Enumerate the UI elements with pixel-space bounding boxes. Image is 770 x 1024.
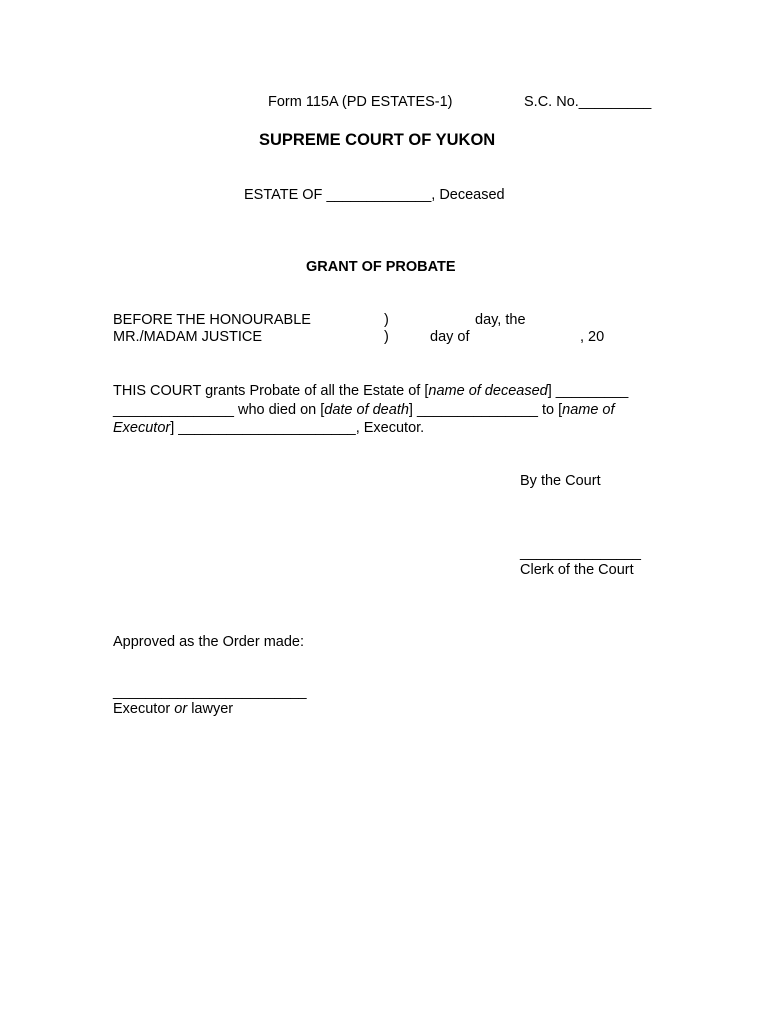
clerk-of-court-label: Clerk of the Court [520, 562, 634, 578]
day-of-label: day of [430, 329, 470, 345]
sc-number: S.C. No._________ [524, 94, 652, 110]
grant-text-part: ] _________ [547, 383, 629, 399]
by-the-court: By the Court [520, 473, 601, 489]
day-the-label: day, the [475, 312, 526, 328]
grant-line-3 [113, 419, 658, 438]
executor-label: Executor [113, 701, 171, 717]
grant-text-part: _______________ who died on [ [113, 401, 325, 418]
clerk-signature-line: _______________ [520, 545, 641, 561]
placeholder-name-of: name of [562, 401, 615, 418]
or-label: or [174, 701, 188, 717]
placeholder-executor: Executor [113, 420, 171, 436]
grant-text-part: THIS COURT grants Probate of all the Estate of [ [113, 383, 429, 399]
page-title: SUPREME COURT OF YUKON [259, 131, 496, 149]
paren-1: ) [384, 312, 389, 328]
placeholder-name-of-deceased: name of deceased [428, 383, 548, 399]
year-label: , 20 [580, 329, 605, 345]
grant-text-part: ] _______________ to [ [408, 401, 563, 418]
before-honourable-label: BEFORE THE HONOURABLE [113, 312, 311, 328]
paren-2: ) [384, 329, 389, 345]
grant-line-1 [113, 382, 658, 401]
justice-label: MR./MADAM JUSTICE [113, 329, 263, 345]
estate-line: ESTATE OF _____________, Deceased [244, 187, 505, 203]
grant-line-2 [113, 401, 658, 420]
grant-paragraph [113, 382, 658, 438]
placeholder-date-of-death: date of death [324, 401, 409, 418]
executor-or-lawyer [113, 700, 233, 718]
grant-of-probate-heading: GRANT OF PROBATE [306, 259, 456, 275]
approved-label: Approved as the Order made: [113, 634, 305, 650]
grant-text-part: ] ______________________, Executor. [170, 420, 425, 436]
lawyer-label: lawyer [187, 701, 234, 717]
form-number: Form 115A (PD ESTATES-1) [268, 94, 453, 110]
approval-signature-line: ________________________ [113, 684, 307, 700]
